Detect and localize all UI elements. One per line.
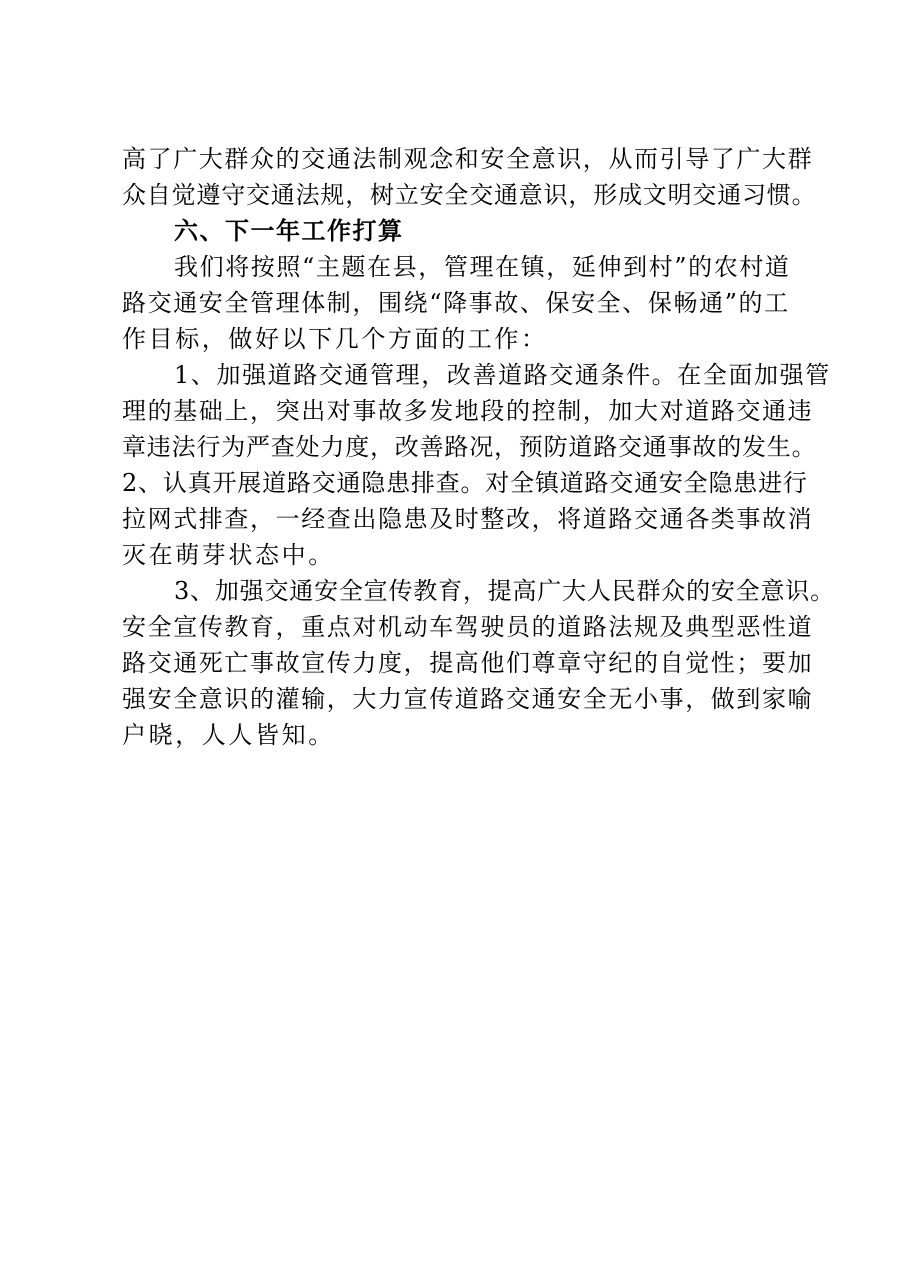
- paragraph-line: 2、认真开展道路交通隐患排查。对全镇道路交通安全隐患进行: [122, 469, 808, 497]
- paragraph-line: 路交通安全管理体制，围绕“降事故、保安全、保畅通”的工: [122, 289, 790, 317]
- paragraph-line: 3、加强交通安全宣传教育，提高广大人民群众的安全意识。: [174, 577, 835, 605]
- paragraph-line: 高了广大群众的交通法制观念和安全意识，从而引导了广大群: [122, 145, 814, 173]
- document-body: [122, 141, 835, 753]
- paragraph-line: 1、加强道路交通管理，改善道路交通条件。在全面加强管: [174, 361, 831, 389]
- paragraph-line: 作目标，做好以下几个方面的工作：: [122, 325, 548, 353]
- paragraph-line: 安全宣传教育，重点对机动车驾驶员的道路法规及典型恶性道: [122, 613, 814, 641]
- paragraph-line: 理的基础上，突出对事故多发地段的控制，加大对道路交通违: [122, 397, 814, 425]
- paragraph-line: 众自觉遵守交通法规，树立安全交通意识，形成文明交通习惯。: [122, 181, 817, 209]
- paragraph-line: 我们将按照“主题在县，管理在镇，延伸到村”的农村道: [174, 253, 791, 281]
- paragraph-line: 灭在萌芽状态中。: [122, 541, 335, 569]
- paragraph-line: 户晓，人人皆知。: [122, 721, 335, 749]
- section-heading: 六、下一年工作打算: [174, 217, 404, 245]
- paragraph-line: 强安全意识的灌输，大力宣传道路交通安全无小事，做到家喻: [122, 685, 814, 713]
- paragraph-line: 路交通死亡事故宣传力度，提高他们尊章守纪的自觉性；要加: [122, 649, 814, 677]
- paragraph-line: 拉网式排查，一经查出隐患及时整改，将道路交通各类事故消: [122, 505, 814, 533]
- paragraph-line: 章违法行为严查处力度，改善路况，预防道路交通事故的发生。: [122, 433, 817, 461]
